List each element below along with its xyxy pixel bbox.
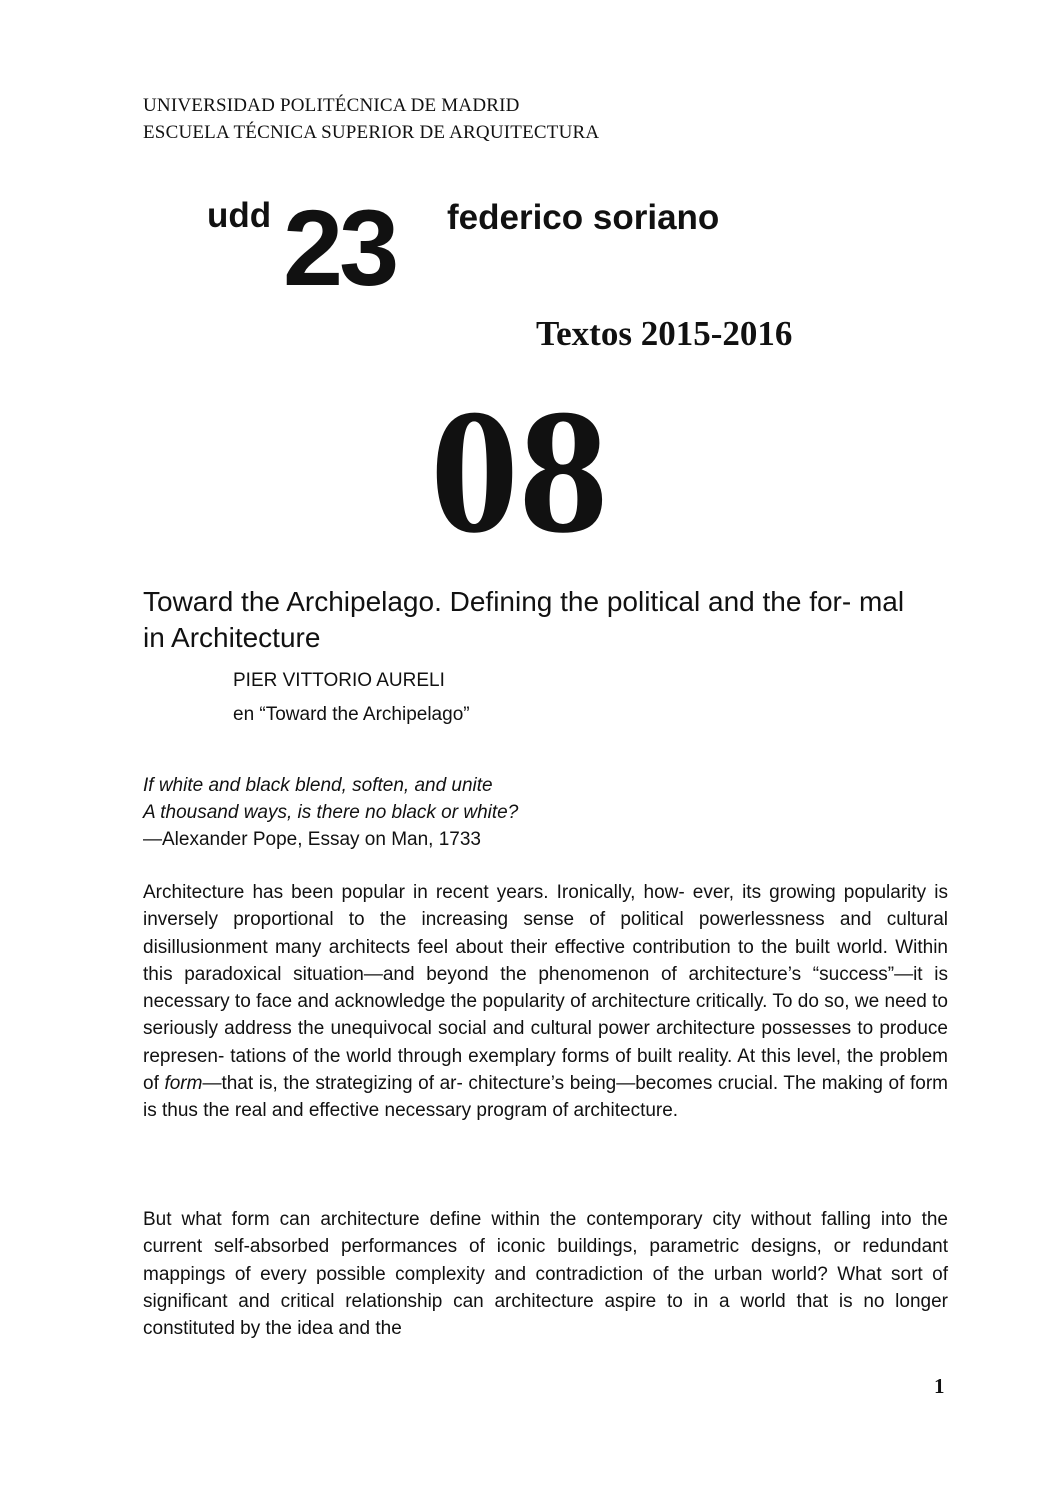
- series-author: federico soriano: [447, 198, 720, 237]
- epigraph: [143, 772, 518, 853]
- institution-header: [143, 92, 599, 146]
- institution-line-1: UNIVERSIDAD POLITÉCNICA DE MADRID: [143, 95, 520, 116]
- article-title: Toward the Archipelago. Defining the political and the for- mal in Architecture: [143, 586, 905, 653]
- series-prefix: udd: [207, 196, 272, 235]
- series-number: 23: [283, 187, 396, 308]
- paragraph-1-text-a: Architecture has been popular in recent years. Ironically, how- ever, its growing popularity is inversely proportional to the increasing sense of political powerlessness and cultural disillusionment many architects feel about their effective contribution to the built world. Within this paradoxical situation—and beyond the phenomenon of architecture’s “success”—it is necessary to face and acknowledge the popularity of architecture critically. To do so, we need to seriously address the unequivocal social and cultural power architecture possesses to produce represen- tations of the world through exemplary forms of built reality. At this level, the problem of: [143, 882, 948, 1095]
- epigraph-line-2: A thousand ways, is there no black or white?: [143, 802, 519, 823]
- page-number: 1: [934, 1374, 945, 1398]
- issue-number: 08: [430, 372, 608, 570]
- article-author: PIER VITTORIO AURELI: [233, 670, 445, 691]
- epigraph-attribution: —Alexander Pope, Essay on Man, 1733: [143, 829, 481, 850]
- byline: [233, 664, 470, 732]
- paragraph-1-emphasis: form: [164, 1073, 203, 1095]
- body-paragraph-2: But what form can architecture define within the contemporary city without falling into the current self-absorbed performances of iconic buildings, parametric designs, or redundant mappings of every possible complexity and contradiction of the urban world? What sort of significant and critical relationship can architecture aspire to in a world that is no longer constituted by the idea and the: [143, 1209, 948, 1340]
- paragraph-1-text-b: —that is, the strategizing of ar- chitecture’s being—becomes crucial. The making of form is thus the real and effective necessary program of architecture.: [143, 1073, 949, 1122]
- institution-line-2: ESCUELA TÉCNICA SUPERIOR DE ARQUITECTURA: [143, 122, 600, 143]
- subtitle: Textos 2015-2016: [536, 314, 793, 353]
- article-source: en “Toward the Archipelago”: [233, 704, 470, 725]
- epigraph-line-1: If white and black blend, soften, and unite: [143, 775, 493, 796]
- body-paragraph-1: [143, 879, 948, 1125]
